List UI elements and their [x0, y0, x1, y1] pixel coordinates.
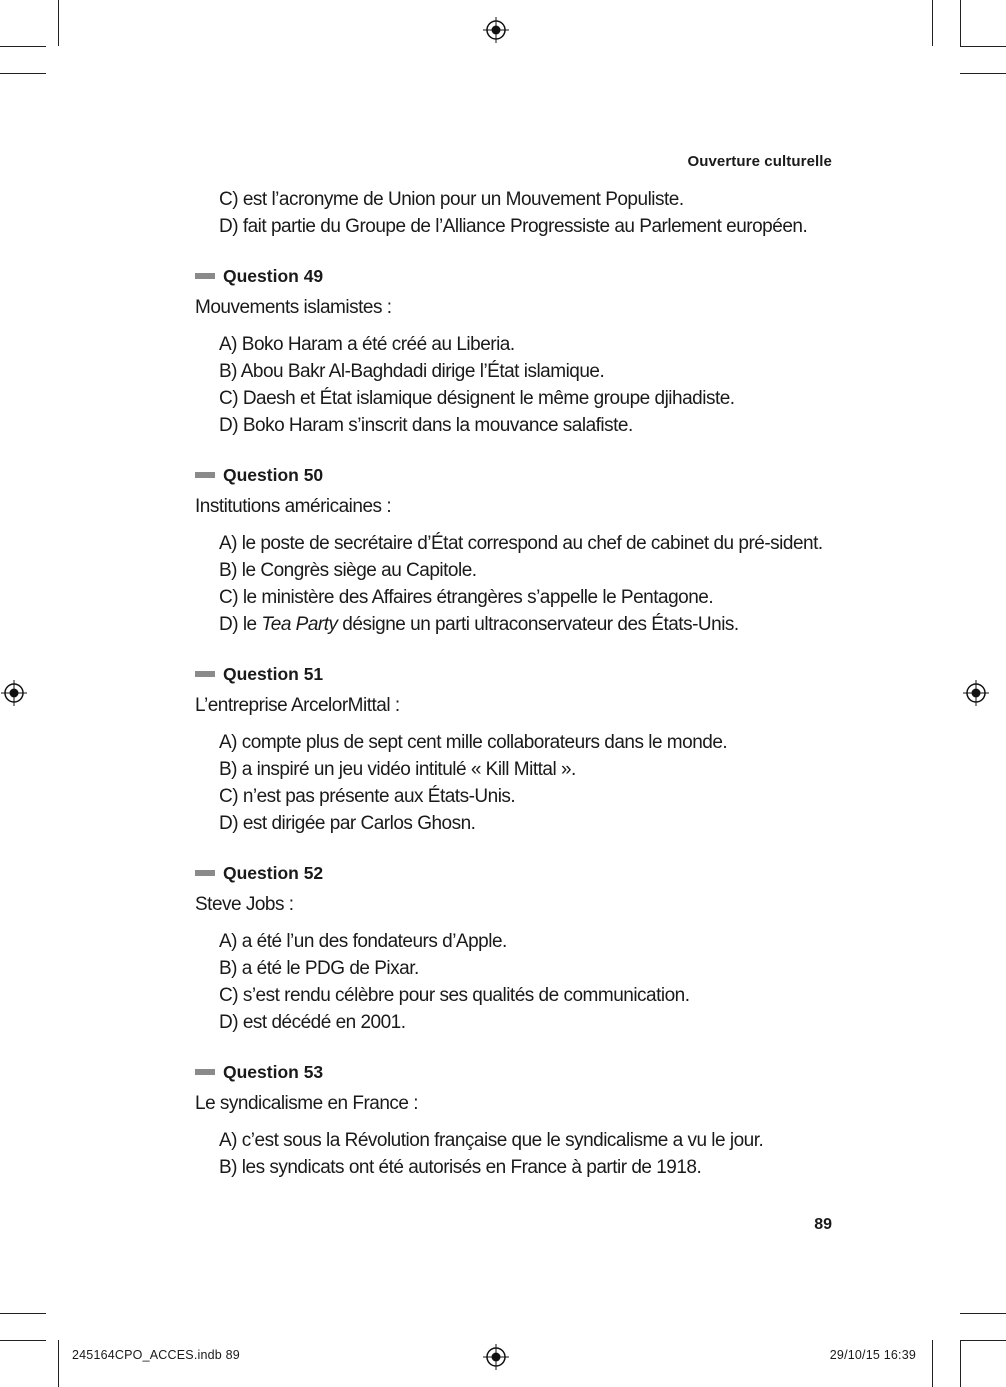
slug-file-info: 245164CPO_ACCES.indb 89: [72, 1348, 240, 1362]
heading-bar: [195, 870, 215, 876]
registration-mark-icon: [483, 1344, 509, 1370]
crop-mark: [0, 73, 46, 74]
page-number: 89: [814, 1216, 832, 1233]
crop-mark: [0, 46, 46, 47]
crop-mark: [58, 0, 59, 46]
heading-bar: [195, 472, 215, 478]
question-stem: Institutions américaines :: [195, 496, 392, 517]
heading-bar: [195, 1069, 215, 1075]
question-title: Question 51: [223, 663, 324, 684]
option: A) a été l’un des fondateurs d’Apple.: [219, 931, 507, 952]
option: A) le poste de secrétaire d’État correspond au chef de cabinet du pré-sident.: [219, 533, 823, 554]
question-stem: Steve Jobs :: [195, 894, 294, 915]
page-content: [195, 186, 835, 1181]
option: A) compte plus de sept cent mille collaborateurs dans le monde.: [219, 732, 728, 753]
section-title: Ouverture culturelle: [687, 153, 832, 170]
option: D) est dirigée par Carlos Ghosn.: [219, 813, 476, 834]
option: C) est l’acronyme de Union pour un Mouvement Populiste.: [219, 189, 684, 210]
crop-mark: [960, 1340, 961, 1387]
registration-mark-icon: [963, 680, 989, 706]
crop-mark: [960, 73, 1006, 74]
crop-mark: [960, 1340, 1006, 1341]
option: D) Boko Haram s’inscrit dans la mouvance salafiste.: [219, 415, 633, 436]
crop-mark: [960, 1313, 1006, 1314]
option: C) Daesh et État islamique désignent le même groupe djihadiste.: [219, 388, 735, 409]
question-stem: Mouvements islamistes :: [195, 297, 392, 318]
registration-mark-icon: [1, 680, 27, 706]
question-heading: [195, 859, 835, 887]
option: B) a été le PDG de Pixar.: [219, 958, 419, 979]
heading-bar: [195, 273, 215, 279]
crop-mark: [932, 0, 933, 46]
option: A) c’est sous la Révolution française que le syndicalisme a vu le jour.: [219, 1130, 764, 1151]
question-heading: [195, 1058, 835, 1086]
slug-timestamp: 29/10/15 16:39: [829, 1348, 916, 1362]
registration-mark-icon: [483, 17, 509, 43]
question-heading: [195, 660, 835, 688]
crop-mark: [0, 1340, 46, 1341]
option: A) Boko Haram a été créé au Liberia.: [219, 334, 515, 355]
option: B) les syndicats ont été autorisés en France à partir de 1918.: [219, 1157, 702, 1178]
option: D) fait partie du Groupe de l’Alliance Progressiste au Parlement européen.: [219, 216, 808, 237]
crop-mark: [932, 1340, 933, 1387]
question-title: Question 52: [223, 862, 324, 883]
heading-bar: [195, 671, 215, 677]
question-heading: [195, 262, 835, 290]
crop-mark: [960, 46, 1006, 47]
crop-mark: [58, 1340, 59, 1387]
option: B) a inspiré un jeu vidéo intitulé « Kill Mittal ».: [219, 759, 576, 780]
question-title: Question 49: [223, 265, 324, 286]
question-title: Question 53: [223, 1061, 324, 1082]
question-title: Question 50: [223, 464, 324, 485]
option: D) le Tea Party désigne un parti ultraconservateur des États-Unis.: [219, 614, 739, 635]
question-heading: [195, 461, 835, 489]
option: D) est décédé en 2001.: [219, 1012, 406, 1033]
question-stem: L’entreprise ArcelorMittal :: [195, 695, 400, 716]
option: C) s’est rendu célèbre pour ses qualités de communication.: [219, 985, 690, 1006]
crop-mark: [960, 0, 961, 46]
option: C) le ministère des Affaires étrangères s’appelle le Pentagone.: [219, 587, 714, 608]
option: B) Abou Bakr Al-Baghdadi dirige l’État islamique.: [219, 361, 605, 382]
option: C) n’est pas présente aux États-Unis.: [219, 786, 516, 807]
option: B) le Congrès siège au Capitole.: [219, 560, 477, 581]
crop-mark: [0, 1313, 46, 1314]
question-stem: Le syndicalisme en France :: [195, 1093, 419, 1114]
